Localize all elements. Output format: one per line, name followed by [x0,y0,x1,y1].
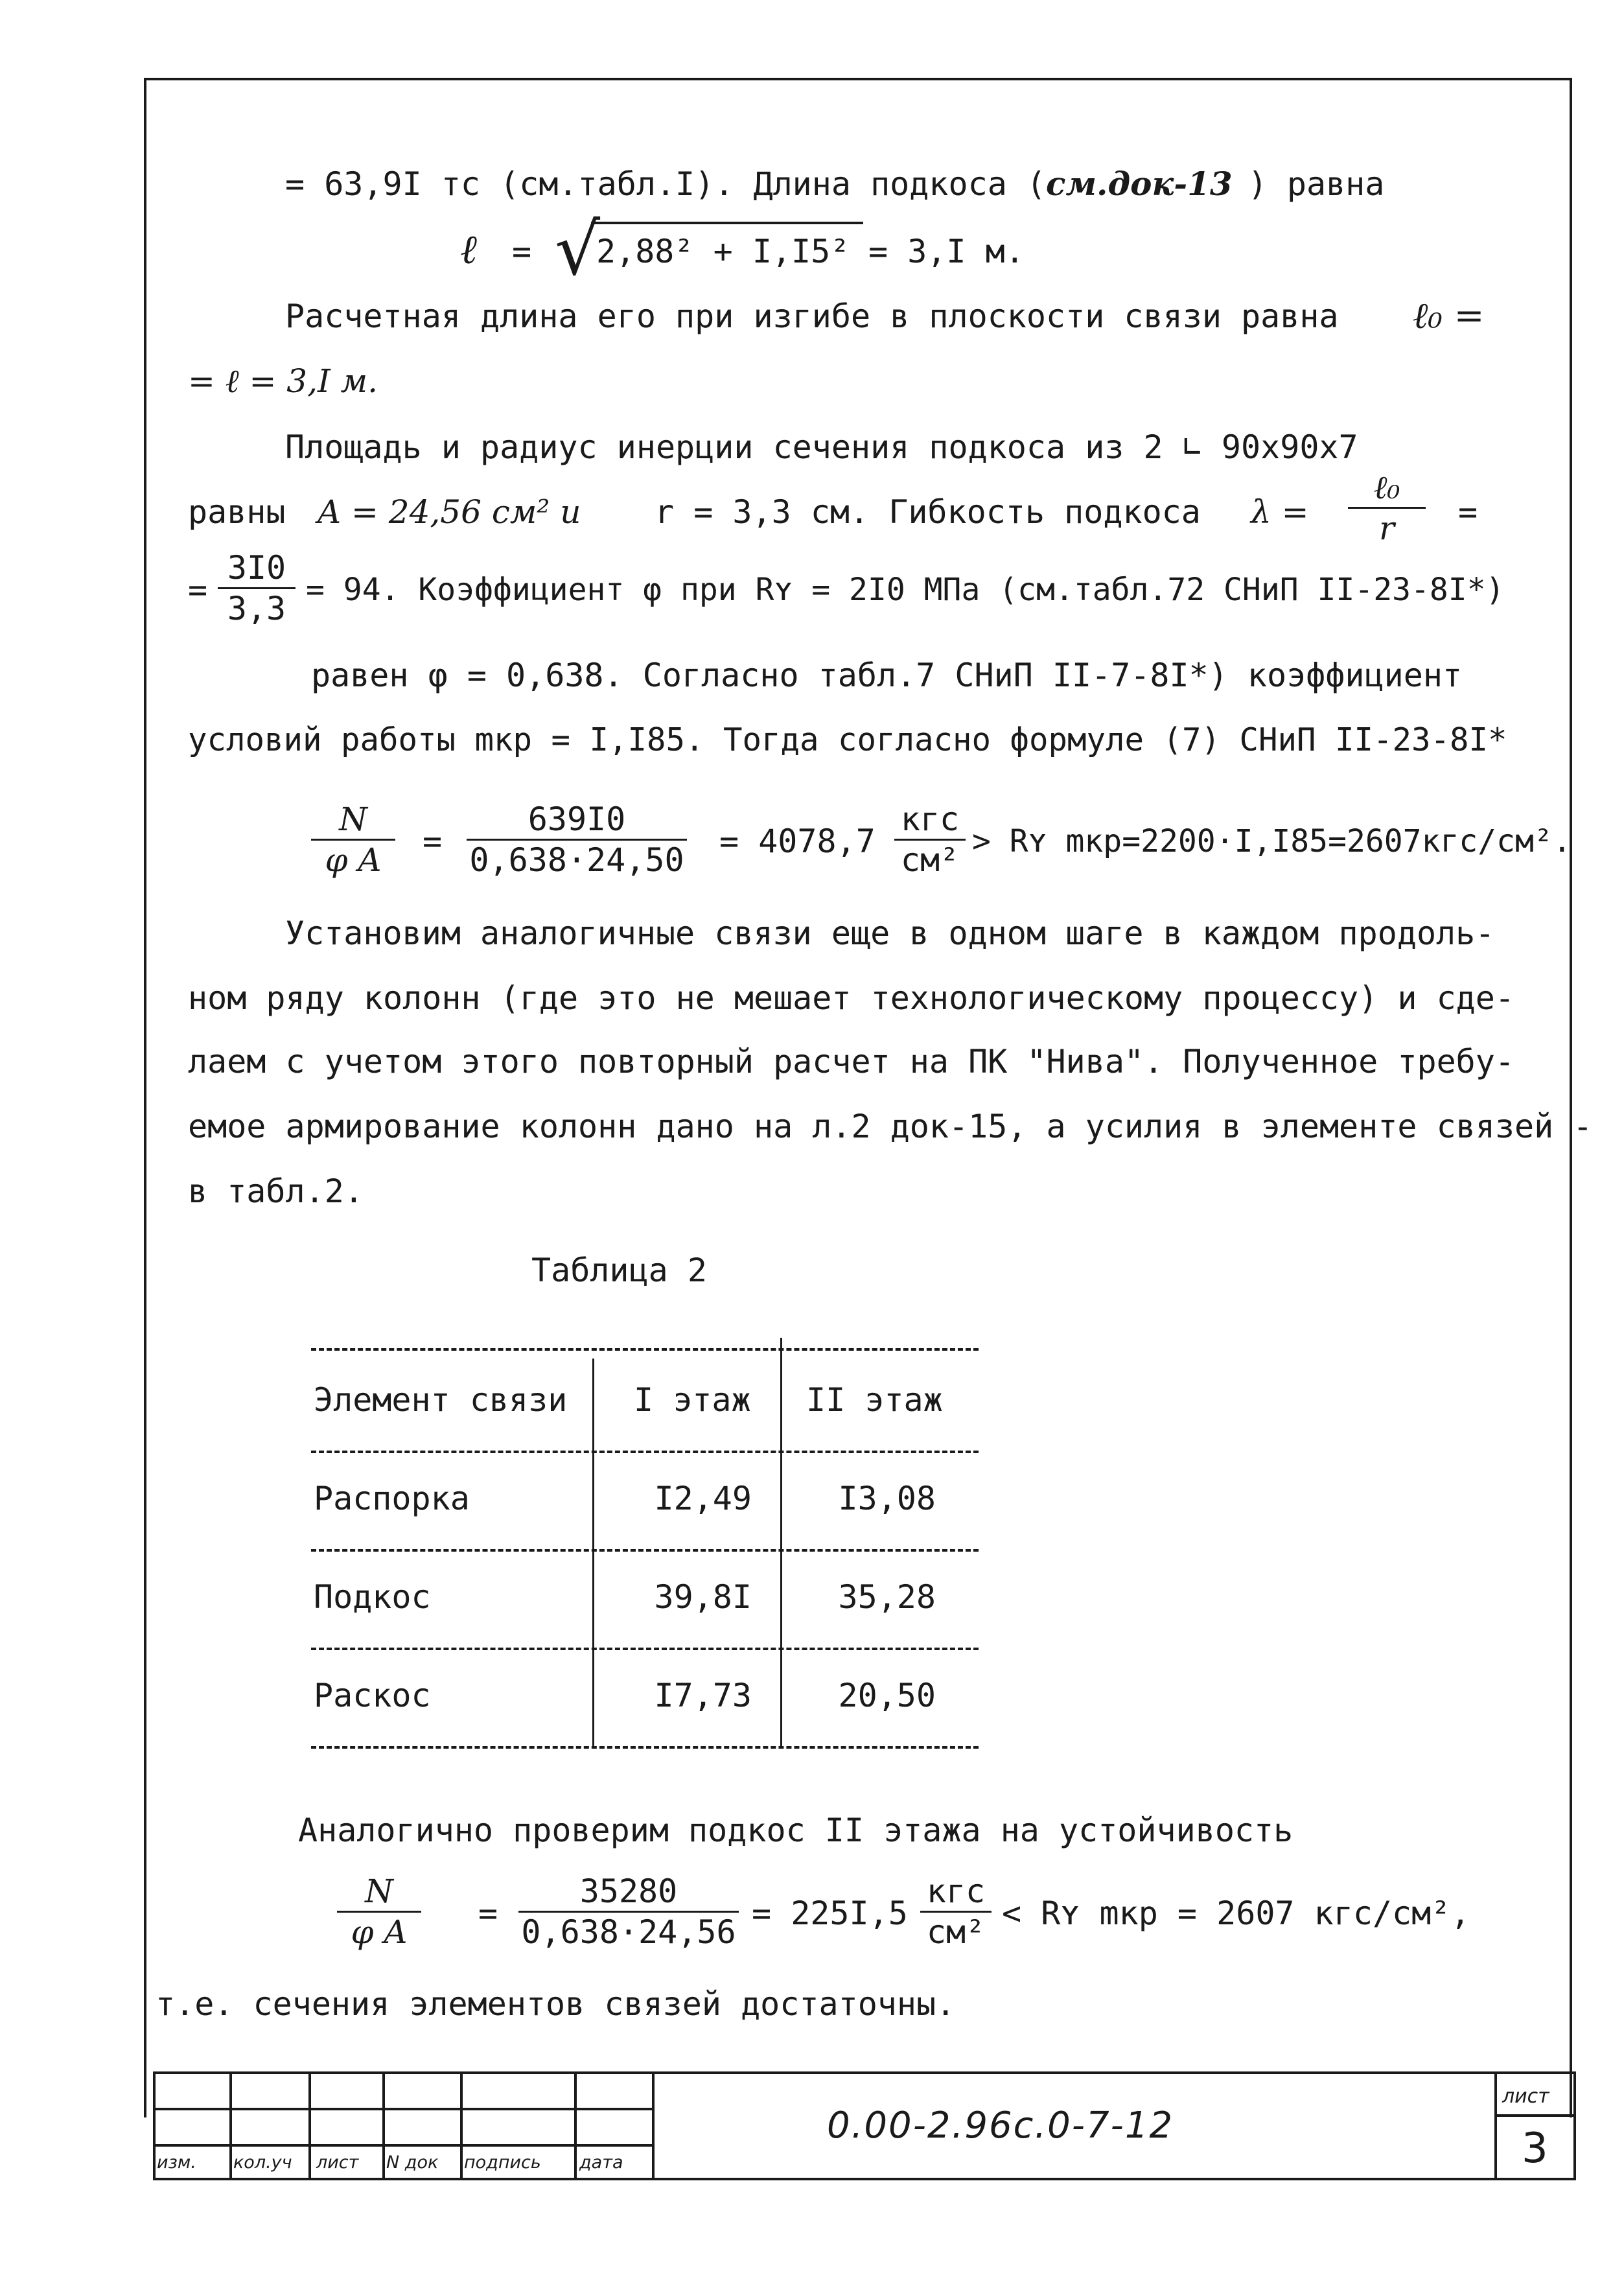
table-cell: 20,50 [838,1677,936,1714]
doc-reference: см.док-13 [1046,165,1233,203]
fraction-numerator: кгс [894,800,966,841]
fraction-n-phi-a [311,800,395,880]
stamp-label: кол.уч [233,2152,292,2173]
stamp-grid [652,2071,655,2180]
table-cell: Распорка [314,1480,470,1517]
fraction-denominator: 0,638·24,56 [521,1913,736,1951]
fraction-63910 [467,800,687,880]
stamp-grid [153,2144,652,2147]
fraction-denominator: 0,638·24,50 [469,841,684,879]
stamp-label: лист [316,2152,359,2173]
sqrt-sign: √ [555,208,601,291]
document-code: 0.00-2.96с.0-7-12 [827,2105,1174,2147]
formula-result: = 4078,7 [719,822,876,860]
stamp-label: дата [579,2152,623,2173]
table-header: I этаж [634,1381,751,1419]
text-line: = ℓ = 3,I м. [188,362,378,400]
stamp-grid [308,2071,311,2180]
stamp-grid [153,2071,156,2180]
text-line: Расчетная длина его при изгибе в плоскости связи равна [285,297,1339,335]
table-cell: I3,08 [838,1480,936,1517]
formula-tail: > Rʏ mкр=2200·I,I85=2607кгс/см². [972,823,1572,859]
fraction-denominator: 3,3 [227,590,286,627]
fraction-numerator: ℓ₀ [1348,468,1426,509]
table-col-divider [780,1338,782,1746]
table-header: II этаж [806,1381,943,1419]
fraction-unit [920,1872,992,1952]
fraction-denominator: r [1379,509,1395,547]
text-segment: A = 24,56 см² и [318,493,581,531]
formula-result: = 3,I м. [868,233,1025,270]
text-line [285,165,1384,204]
stamp-grid [229,2071,232,2180]
fraction-n-phi-a [337,1872,421,1952]
formula-eq: = [423,822,443,860]
table-col-divider [592,1359,594,1746]
fraction-numerator: N [311,800,395,841]
text-line: в табл.2. [188,1172,364,1210]
fraction-denominator: см² [900,841,960,879]
fraction-denominator: φ A [351,1913,408,1951]
stamp-grid [382,2071,385,2180]
table-header: Элемент связи [314,1381,568,1419]
formula-var: ℓ₀ = [1413,295,1485,337]
text-line: Площадь и радиус инерции сечения подкоса из 2 ∟ 90x90x7 [285,428,1358,466]
text-line: Аналогично проверим подкос II этажа на устойчивость [298,1812,1293,1849]
fraction-numerator: 3I0 [218,548,296,589]
formula-result: = 225I,5 [752,1895,908,1932]
formula-eq: = [512,233,532,270]
stamp-grid [153,2108,652,2110]
stamp-border [153,2178,1576,2180]
table-cell: Подкос [314,1578,431,1616]
table-border [311,1746,979,1749]
sheet-label: лист [1502,2085,1549,2108]
table-border [311,1451,979,1453]
text-line: т.е. сечения элементов связей достаточны. [156,1985,956,2023]
table-border [311,1348,979,1351]
fraction-slenderness [1348,468,1426,548]
text-line: = 94. Коэффициент φ при Rʏ = 2I0 МПа (см.табл.72 СНиП II-23-8I*) [306,572,1505,608]
fraction-unit [894,800,966,880]
fraction-35280 [518,1872,739,1952]
fraction-numerator: 35280 [518,1872,739,1913]
formula-eq: = [478,1895,498,1932]
table-cell: I2,49 [654,1480,752,1517]
text-segment: ) равна [1247,165,1385,203]
formula-eq: = [188,571,208,609]
text-line: Установим аналогичные связи еще в одном шаге в каждом продоль- [285,915,1495,952]
formula-tail: < Rʏ mкр = 2607 кгс/см², [1002,1895,1470,1932]
fraction-denominator: φ A [325,841,382,879]
text-line: емое армирование колонн дано на л.2 док-15, а усилия в элементе связей - [188,1108,1593,1145]
text-line: ном ряду колонн (где это не мешает технологическому процессу) и сде- [188,979,1514,1017]
table-cell: 35,28 [838,1578,936,1616]
fraction-numerator: N [337,1872,421,1913]
table-cell: 39,8I [654,1578,752,1616]
table-cell: I7,73 [654,1677,752,1714]
formula-lambda: λ = [1251,493,1309,531]
stamp-grid [1494,2114,1576,2117]
table-caption: Таблица 2 [531,1252,707,1289]
stamp-border [153,2071,1576,2074]
text-line: условий работы mкр = I,I85. Тогда согласно формуле (7) СНиП II-23-8I* [188,721,1507,758]
stamp-grid [1494,2071,1497,2180]
text-segment: = 63,9I тс (см.табл.I). Длина подкоса ( [285,165,1046,203]
text-segment: r = 3,3 см. Гибкость подкоса [655,493,1201,531]
table-border [311,1549,979,1552]
stamp-border [1573,2071,1576,2180]
text-line: лаем с учетом этого повторный расчет на ПК "Нива". Полученное требу- [188,1043,1514,1080]
formula-eq: = [1458,493,1478,531]
sheet-number: 3 [1522,2125,1548,2173]
formula-radicand: 2,88² + I,I5² [596,233,850,270]
table-cell: Раскос [314,1677,431,1714]
title-block [153,2071,1576,2180]
text-segment: равны [188,493,286,531]
stamp-grid [574,2071,577,2180]
text-line: равен φ = 0,638. Согласно табл.7 СНиП II-7-8I*) коэффициент [311,657,1463,694]
table-border [311,1648,979,1650]
stamp-label: N док [386,2152,439,2173]
fraction-numerator: 639I0 [467,800,687,841]
fraction-numerator: кгс [920,1872,992,1913]
stamp-grid [460,2071,463,2180]
fraction-denominator: см² [926,1913,986,1951]
sqrt-bar [591,222,863,224]
stamp-label: подпись [464,2152,541,2173]
fraction-310-3-3 [218,548,296,628]
stamp-label: изм. [157,2152,196,2173]
formula-var: ℓ [460,226,477,273]
